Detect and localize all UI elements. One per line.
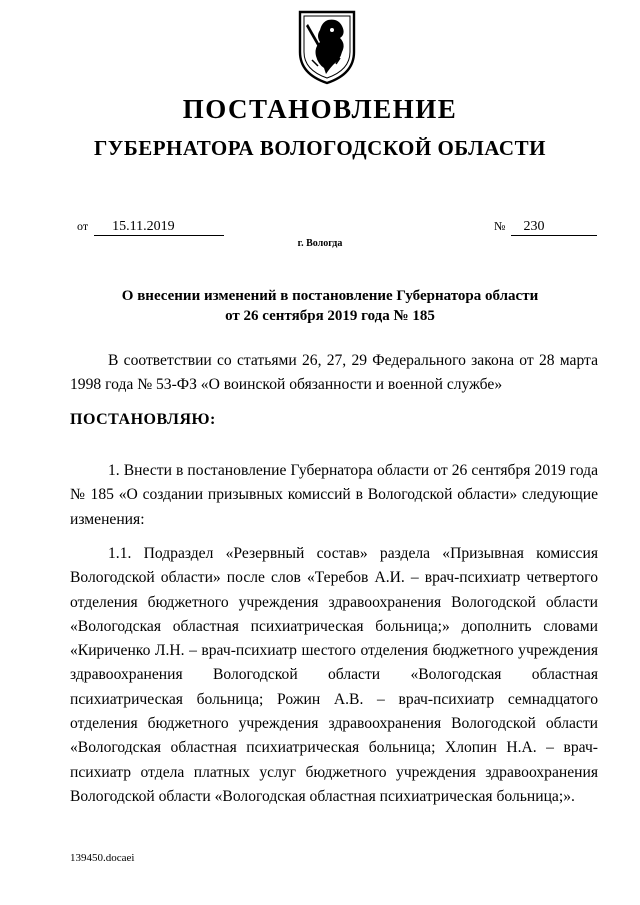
date-value: 15.11.2019 xyxy=(94,219,224,236)
resolve-heading: ПОСТАНОВЛЯЮ: xyxy=(70,411,216,428)
subject-line-2: от 26 сентября 2019 года № 185 xyxy=(225,308,435,324)
item-1-1-paragraph: 1.1. Подраздел «Резервный состав» раздела «Призывная комиссия Вологодской области» после слов «Теребов А.И. – врач-психиатр четвертого отделения бюджетного учреждения здравоохранения Вологодской области «Вологодская областная психиатрическая больница;» дополнить словами «Кириченко Л.Н. – врач-психиатр шестого отделения бюджетного учреждения здравоохранения Вологодской области «Вологодская областная психиатрическая больница; Рожин А.В. – врач-психиатр семнадцатого отделения бюджетного учреждения здравоохранения Вологодской области «Вологодская областная психиатрическая больница; Хлопин Н.А. – врач-психиатр отдела платных услуг бюджетного учреждения здравоохранения Вологодской области «Вологодская областная психиатрическая больница;». xyxy=(70,545,598,805)
document-title: ПОСТАНОВЛЕНИЕ xyxy=(182,94,458,124)
subject-line-1: О внесении изменений в постановление Губернатора области xyxy=(121,288,539,304)
number-label: № xyxy=(494,219,506,233)
document-subtitle: ГУБЕРНАТОРА ВОЛОГОДСКОЙ ОБЛАСТИ xyxy=(94,136,546,160)
coat-of-arms-icon xyxy=(296,8,358,86)
preamble-paragraph: В соответствии со статьями 26, 27, 29 Федерального закона от 28 марта 1998 года № 53-ФЗ «О воинской обязанности и военной службе» xyxy=(70,352,598,394)
date-label: от xyxy=(77,219,89,233)
document-subject xyxy=(80,286,580,326)
document-number xyxy=(494,219,597,236)
number-value: 230 xyxy=(511,219,597,236)
file-reference: 139450.docaei xyxy=(70,852,135,864)
document-date xyxy=(77,219,224,236)
item-1-paragraph: 1. Внести в постановление Губернатора области от 26 сентября 2019 года № 185 «О создании призывных комиссий в Вологодской области» следующие изменения: xyxy=(70,462,598,528)
city-label: г. Вологда xyxy=(297,238,343,249)
